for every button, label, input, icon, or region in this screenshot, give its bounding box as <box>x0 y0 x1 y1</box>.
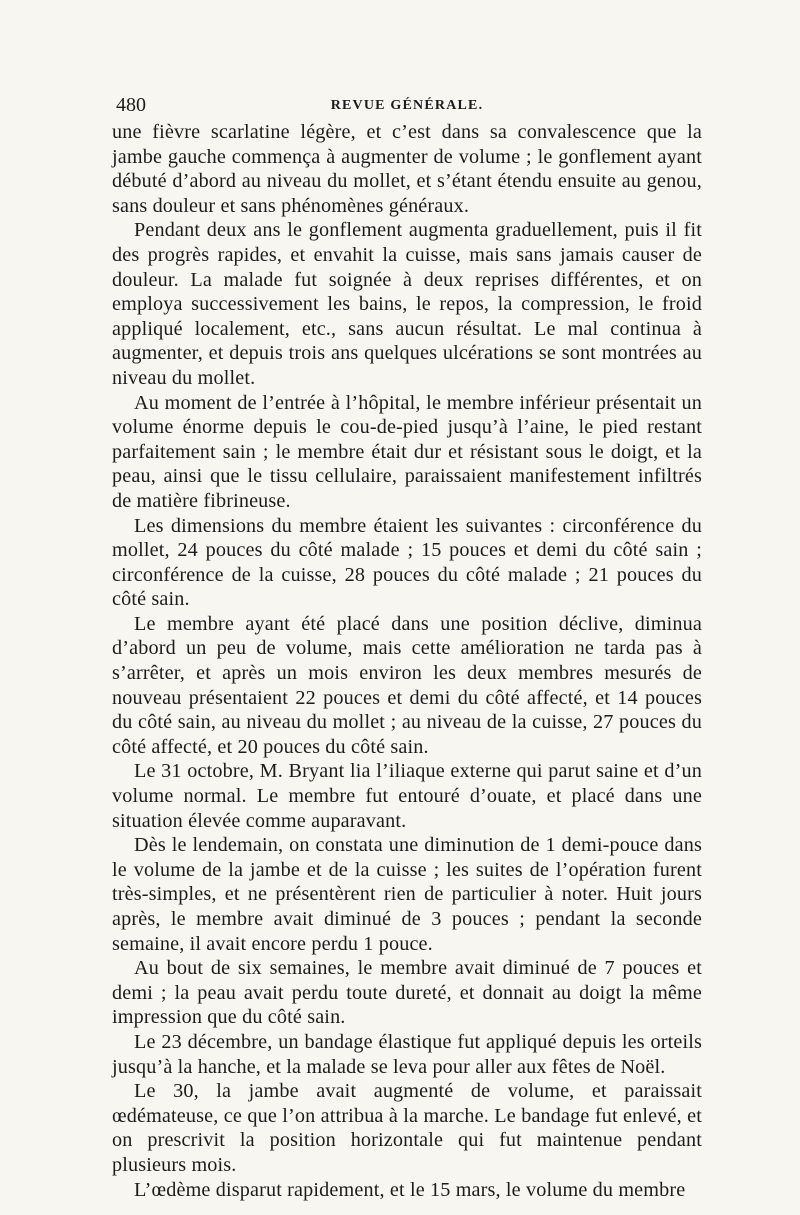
running-head: REVUE GÉNÉRALE. <box>330 98 484 113</box>
page-number: 480 <box>116 94 146 116</box>
paragraph: Les dimensions du membre étaient les suivantes : circonférence du mollet, 24 pouces du côté malade ; 15 pouces et demi du côté sain ; circonférence de la cuisse, 28 pouces du côté malade ; 21 pouces du côté sain. <box>112 514 702 611</box>
paragraph: Au moment de l’entrée à l’hôpital, le membre inférieur présentait un volume énorme depuis le cou-de-pied jusqu’à l’aine, le pied restant parfaitement sain ; le membre était dur et résistant sous le doigt, et la peau, ainsi que le tissu cellulaire, paraissaient manifestement infiltrés de matière fibrineuse. <box>112 391 702 512</box>
paragraph: Le 30, la jambe avait augmenté de volume, et paraissait œdémateuse, ce que l’on attribua à la marche. Le bandage fut enlevé, et on prescrivit la position horizontale qui fut maintenue pendant plusieurs mois. <box>112 1080 702 1176</box>
paragraph: Au bout de six semaines, le membre avait diminué de 7 pouces et demi ; la peau avait perdu toute dureté, et donnait au doigt la même impression que du côté sain. <box>112 957 702 1029</box>
paragraph: Le 23 décembre, un bandage élastique fut appliqué depuis les orteils jusqu’à la hanche, et la malade se leva pour aller aux fêtes de Noël. <box>112 1030 702 1078</box>
paragraph: Le 31 octobre, M. Bryant lia l’iliaque externe qui parut saine et d’un volume normal. Le membre fut entouré d’ouate, et placé dans une situation élevée comme auparavant. <box>112 760 702 832</box>
document-page <box>112 90 702 1202</box>
paragraph: une fièvre scarlatine légère, et c’est dans sa convalescence que la jambe gauche commença à augmenter de volume ; le gonflement ayant débuté d’abord au niveau du mollet, et s’étant étendu ensuite au genou, sans douleur et sans phénomènes généraux. <box>112 121 702 217</box>
paragraph: Pendant deux ans le gonflement augmenta graduellement, puis il fit des progrès rapides, et envahit la cuisse, mais sans jamais causer de douleur. La malade fut soignée à deux reprises différentes, et on employa successivement les bains, le repos, la compression, le froid appliqué localement, etc., sans aucun résultat. Le mal continua à augmenter, et depuis trois ans quelques ulcérations se sont montrées au niveau du mollet. <box>112 219 702 389</box>
paragraph: Dès le lendemain, on constata une diminution de 1 demi-pouce dans le volume de la jambe et de la cuisse ; les suites de l’opération furent très-simples, et ne présentèrent rien de particulier à noter. Huit jours après, le membre avait diminué de 3 pouces ; pendant la seconde semaine, il avait encore perdu 1 pouce. <box>112 834 702 955</box>
body-text <box>112 120 702 1202</box>
paragraph: Le membre ayant été placé dans une position déclive, diminua d’abord un peu de volume, mais cette amélioration ne tarda pas à s’arrêter, et après un mois environ les deux membres mesurés de nouveau présentaient 22 pouces et demi du côté affecté, et 14 pouces du côté sain, au niveau du mollet ; au niveau de la cuisse, 27 pouces du côté affecté, et 20 pouces du côté sain. <box>112 612 702 758</box>
page-header <box>112 90 702 120</box>
paragraph: L’œdème disparut rapidement, et le 15 mars, le volume du membre <box>134 1178 686 1201</box>
